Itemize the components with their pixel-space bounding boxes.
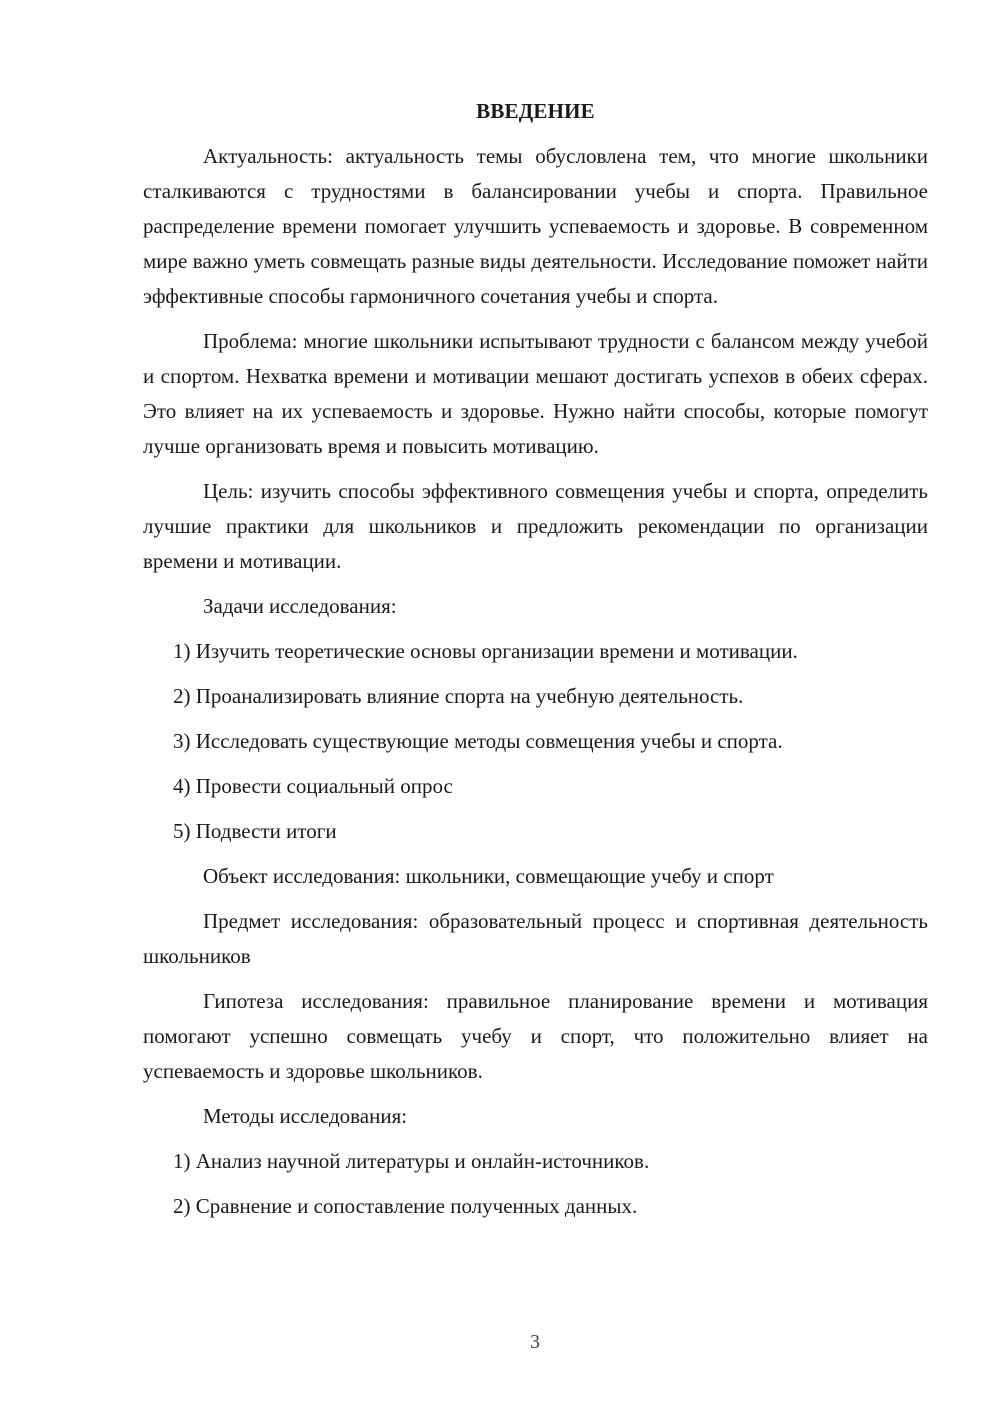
hypothesis-paragraph: Гипотеза исследования: правильное планирование времени и мотивация помогают успешно совмещать учебу и спорт, что положительно влияет на успеваемость и здоровье школьников. bbox=[143, 989, 928, 1083]
list-item: 1) Анализ научной литературы и онлайн-источников. bbox=[173, 1149, 650, 1173]
subject-paragraph: Предмет исследования: образовательный процесс и спортивная деятельность школьников bbox=[143, 909, 928, 968]
page-number: 3 bbox=[530, 1331, 540, 1353]
list-item: 1) Изучить теоретические основы организации времени и мотивации. bbox=[173, 639, 798, 663]
tasks-label: Задачи исследования: bbox=[203, 594, 397, 618]
methods-label: Методы исследования: bbox=[203, 1104, 408, 1128]
goal-paragraph: Цель: изучить способы эффективного совмещения учебы и спорта, определить лучшие практики для школьников и предложить рекомендации по организации времени и мотивации. bbox=[143, 479, 928, 573]
list-item: 2) Сравнение и сопоставление полученных данных. bbox=[173, 1194, 638, 1218]
problem-paragraph: Проблема: многие школьники испытывают трудности с балансом между учебой и спортом. Нехватка времени и мотивации мешают достигать успехов в обеих сферах. Это влияет на их успеваемость и здоровье. Нужно найти способы, которые помогут лучше организовать время и повысить мотивацию. bbox=[143, 329, 928, 458]
list-item: 3) Исследовать существующие методы совмещения учебы и спорта. bbox=[173, 729, 783, 753]
page-content bbox=[143, 94, 928, 1224]
object-paragraph: Объект исследования: школьники, совмещающие учебу и спорт bbox=[203, 864, 774, 888]
relevance-paragraph: Актуальность: актуальность темы обусловлена тем, что многие школьники сталкиваются с трудностями в балансировании учебы и спорта. Правильное распределение времени помогает улучшить успеваемость и здоровье. В современном мире важно уметь совмещать разные виды деятельности. Исследование поможет найти эффективные способы гармоничного сочетания учебы и спорта. bbox=[143, 144, 928, 308]
tasks-list bbox=[143, 634, 928, 849]
methods-list bbox=[143, 1144, 928, 1224]
list-item: 4) Провести социальный опрос bbox=[173, 774, 453, 798]
list-item: 2) Проанализировать влияние спорта на учебную деятельность. bbox=[173, 684, 744, 708]
list-item: 5) Подвести итоги bbox=[173, 819, 337, 843]
section-heading: ВВЕДЕНИЕ bbox=[476, 99, 595, 123]
